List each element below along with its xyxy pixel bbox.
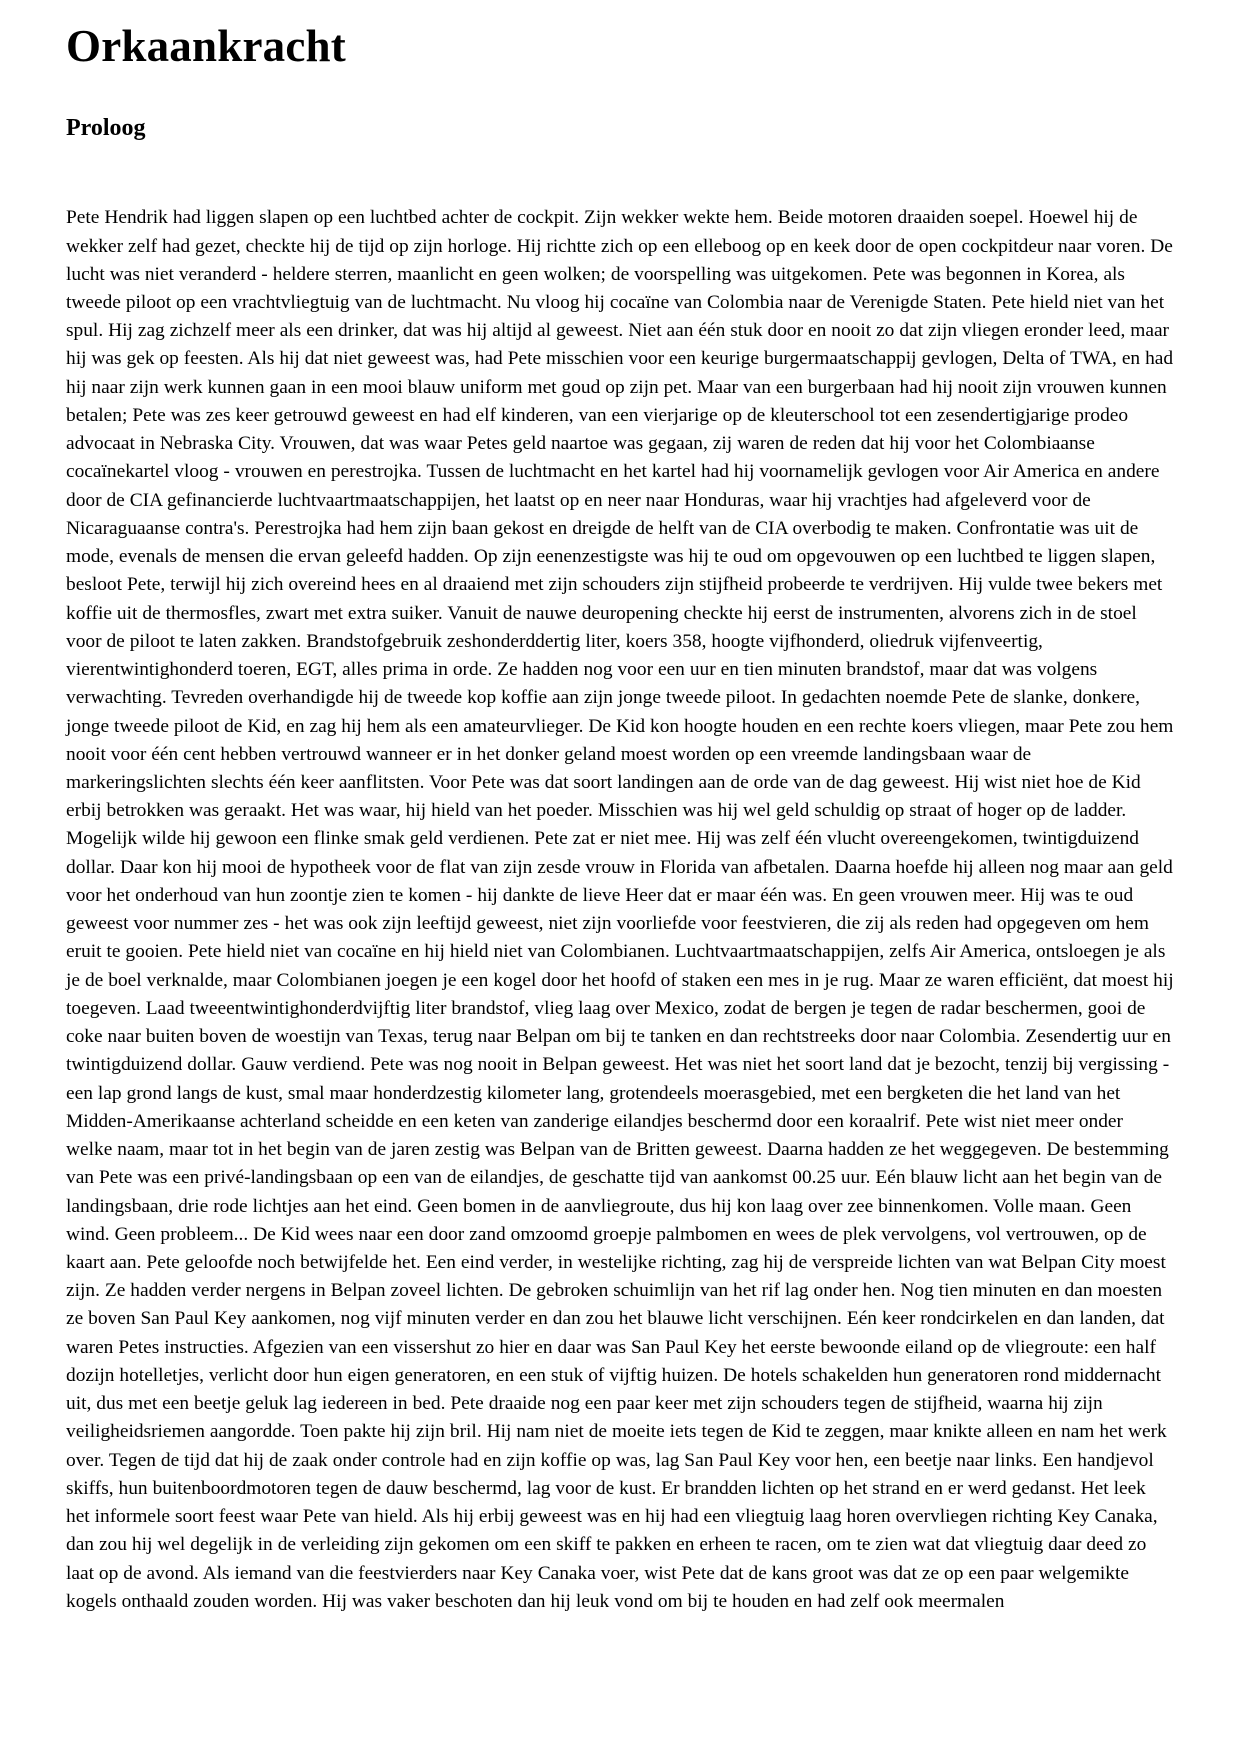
section-heading-proloog: Proloog xyxy=(66,114,146,141)
body-paragraph: Pete Hendrik had liggen slapen op een luchtbed achter de cockpit. Zijn wekker wekte hem. Beide motoren draaiden soepel. Hoewel hij de wekker zelf had gezet, checkte hij de tijd op zijn horloge. Hij richtte zich op een elleboog op en keek door de open cockpitdeur naar voren. De lucht was niet veranderd - heldere sterren, maanlicht en geen wolken; de voorspelling was uitgekomen. Pete was begonnen in Korea, als tweede piloot op een vrachtvliegtuig van de luchtmacht. Nu vloog hij cocaïne van Colombia naar de Verenigde Staten. Pete hield niet van het spul. Hij zag zichzelf meer als een drinker, dat was hij altijd al geweest. Niet aan één stuk door en nooit zo dat zijn vliegen eronder leed, maar hij was gek op feesten. Als hij dat niet geweest was, had Pete misschien voor een keurige burgermaatschappij gevlogen, Delta of TWA, en had hij naar zijn werk kunnen gaan in een mooi blauw uniform met goud op zijn pet. Maar van een burgerbaan had hij nooit zijn vrouwen kunnen betalen; Pete was zes keer getrouwd geweest en had elf kinderen, van een vierjarige op de kleuterschool tot een zesendertigjarige prodeo advocaat in Nebraska City. Vrouwen, dat was waar Petes geld naartoe was gegaan, zij waren de reden dat hij voor het Colombiaanse cocaïnekartel vloog - vrouwen en perestrojka. Tussen de luchtmacht en het kartel had hij voornamelijk gevlogen voor Air America en andere door de CIA gefinancierde luchtvaartmaatschappijen, het laatst op en neer naar Honduras, waar hij vrachtjes had afgeleverd voor de Nicaraguaanse contra's. Perestrojka had hem zijn baan gekost en dreigde de helft van de CIA overbodig te maken. Confrontatie was uit de mode, evenals de mensen die ervan geleefd hadden. Op zijn eenenzestigste was hij te oud om opgevouwen op een luchtbed te liggen slapen, besloot Pete, terwijl hij zich overeind hees en al draaiend met zijn schouders zijn stijfheid probeerde te verdrijven. Hij vulde twee bekers met koffie uit de thermosfles, zwart met extra suiker. Vanuit de nauwe deuropening checkte hij eerst de instrumenten, alvorens zich in de stoel voor de piloot te laten zakken. Brandstofgebruik zeshonderddertig liter, koers 358, hoogte vijfhonderd, oliedruk vijfenveertig, vierentwintighonderd toeren, EGT, alles prima in orde. Ze hadden nog voor een uur en tien minuten brandstof, maar dat was volgens verwachting. Tevreden overhandigde hij de tweede kop koffie aan zijn jonge tweede piloot. In gedachten noemde Pete de slanke, donkere, jonge tweede piloot de Kid, en zag hij hem als een amateurvlieger. De Kid kon hoogte houden en een rechte koers vliegen, maar Pete zou hem nooit voor één cent hebben vertrouwd wanneer er in het donker geland moest worden op een vreemde landingsbaan waar de markeringslichten slechts één keer aanflitsten. Voor Pete was dat soort landingen aan de orde van de dag geweest. Hij wist niet hoe de Kid erbij betrokken was geraakt. Het was waar, hij hield van het poeder. Misschien was hij wel geld schuldig op straat of hoger op de ladder. Mogelijk wilde hij gewoon een flinke smak geld verdienen. Pete zat er niet mee. Hij was zelf één vlucht overeengekomen, twintigduizend dollar. Daar kon hij mooi de hypotheek voor de flat van zijn zesde vrouw in Florida van afbetalen. Daarna hoefde hij alleen nog maar aan geld voor het onderhoud van hun zoontje zien te komen - hij dankte de lieve Heer dat er maar één was. En geen vrouwen meer. Hij was te oud geweest voor nummer zes - het was ook zijn leeftijd geweest, niet zijn voorliefde voor feestvieren, die zij als reden had opgegeven om hem eruit te gooien. Pete hield niet van cocaïne en hij hield niet van Colombianen. Luchtvaartmaatschappijen, zelfs Air America, ontsloegen je als je de boel verknalde, maar Colombianen joegen je een kogel door het hoofd of staken een mes in je rug. Maar ze waren efficiënt, dat moest hij toegeven. Laad tweeentwintighonderdvijftig liter brandstof, vlieg laag over Mexico, zodat de bergen je tegen de radar beschermen, gooi de coke naar buiten boven de woestijn van Texas, terug naar Belpan om bij te tanken en dan rechtstreeks door naar Colombia. Zesendertig uur en twintigduizend dollar. Gauw verdiend. Pete was nog nooit in Belpan geweest. Het was niet het soort land dat je bezocht, tenzij bij vergissing - een lap grond langs de kust, smal maar honderdzestig kilometer lang, grotendeels moerasgebied, met een bergketen die het land van het Midden-Amerikaanse achterland scheidde en een keten van zanderige eilandjes beschermd door een koraalrif. Pete wist niet meer onder welke naam, maar tot in het begin van de jaren zestig was Belpan van de Britten geweest. Daarna hadden ze het weggegeven. De bestemming van Pete was een privé-landingsbaan op een van de eilandjes, de geschatte tijd van aankomst 00.25 uur. Eén blauw licht aan het begin van de landingsbaan, drie rode lichtjes aan het eind. Geen bomen in de aanvliegroute, dus hij kon laag over zee binnenkomen. Volle maan. Geen wind. Geen probleem... De Kid wees naar een door zand omzoomd groepje palmbomen en wees de plek vervolgens, vol vertrouwen, op de kaart aan. Pete geloofde noch betwijfelde het. Een eind verder, in westelijke richting, zag hij de verspreide lichten van wat Belpan City moest zijn. Ze hadden verder nergens in Belpan zoveel lichten. De gebroken schuimlijn van het rif lag onder hen. Nog tien minuten en dan moesten ze boven San Paul Key aankomen, nog vijf minuten verder en dan zou het blauwe licht verschijnen. Eén keer rondcirkelen en dan landen, dat waren Petes instructies. Afgezien van een vissershut zo hier en daar was San Paul Key het eerste bewoonde eiland op de vliegroute: een half dozijn hotelletjes, verlicht door hun eigen generatoren, en een stuk of vijftig huizen. De hotels schakelden hun generatoren rond middernacht uit, dus met een beetje geluk lag iedereen in bed. Pete draaide nog een paar keer met zijn schouders tegen de stijfheid, waarna hij zijn veiligheidsriemen aangordde. Toen pakte hij zijn bril. Hij nam niet de moeite iets tegen de Kid te zeggen, maar knikte alleen en nam het werk over. Tegen de tijd dat hij de zaak onder controle had en zijn koffie op was, lag San Paul Key voor hen, een beetje naar links. Een handjevol skiffs, hun buitenboordmotoren tegen de dauw beschermd, lag voor de kust. Er brandden lichten op het strand en er werd gedanst. Het leek het informele soort feest waar Pete van hield. Als hij erbij geweest was en hij had een vliegtuig laag horen overvliegen richting Key Canaka, dan zou hij wel degelijk in de verleiding zijn gekomen om een skiff te pakken en erheen te racen, om te zien wat dat vliegtuig daar deed zo laat op de avond. Als iemand van die feestvierders naar Key Canaka voer, wist Pete dat de kans groot was dat ze op een paar welgemikte kogels onthaald zouden worden. Hij was vaker beschoten dan hij leuk vond om bij te houden en had zelf ook meermalen xyxy=(66,207,1174,1612)
page-title: Orkaankracht xyxy=(66,21,346,71)
